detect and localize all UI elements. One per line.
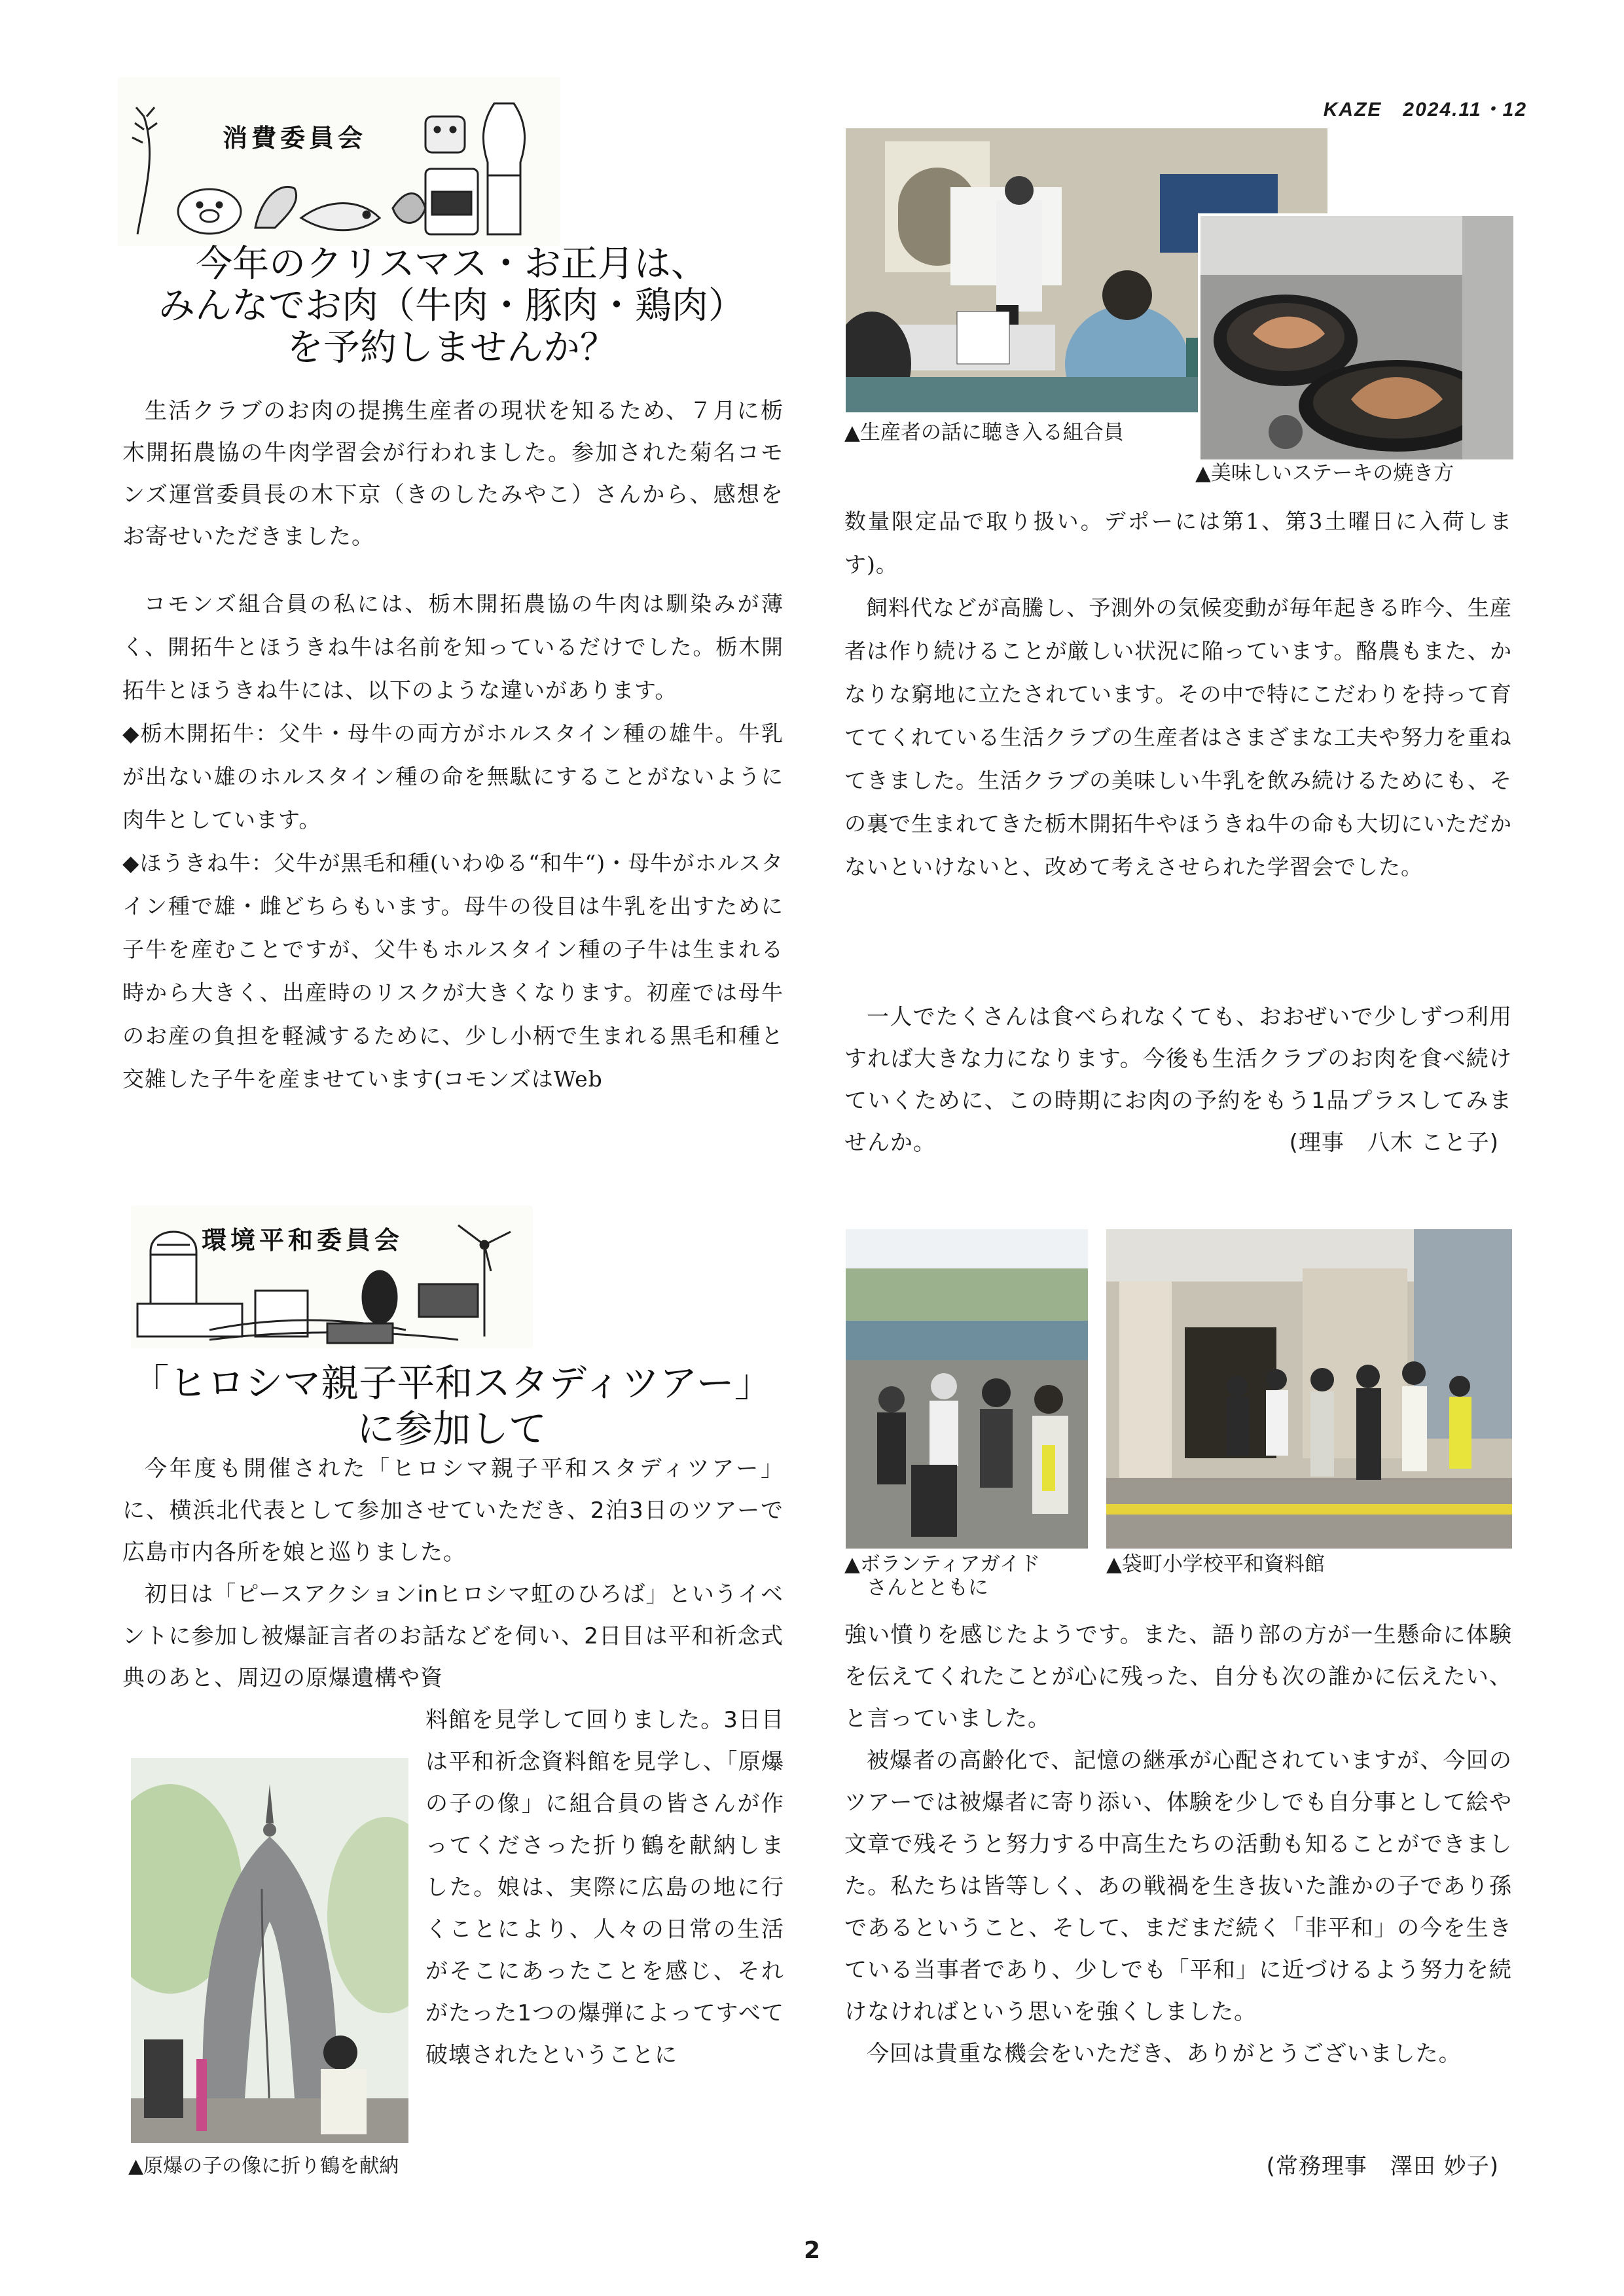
- headline-line: に参加して: [356, 1407, 547, 1451]
- caption-line: さんとともに: [867, 1576, 988, 1600]
- school-building-illustration: [1106, 1229, 1512, 1549]
- caption-line: ▲ボランティアガイド: [844, 1552, 1041, 1576]
- environment-peace-committee-banner: [131, 1206, 533, 1348]
- body-paragraph: ◆ほうきね牛：父牛が黒毛和種(いわゆる“和牛“)・母牛がホルスタイン種で雄・雌どちらもいます。母牛の役目は牛乳を出すために子牛を産むことですが、父牛もホルスタイン種の子牛は生まれる時から大きく、出産時のリスクが大きくなります。初産では母牛のお産の負担を軽減するために、少し小柄で生まれる黒毛和種と交雑した子牛を産ませています(コモンズはWeb: [122, 850, 784, 1092]
- consumer-committee-banner: [118, 77, 560, 246]
- section2-body-right: [844, 1614, 1512, 2075]
- body-paragraph: ◆栃木開拓牛：父牛・母牛の両方がホルスタイン種の雄牛。牛乳が出ない雄のホルスタイン種の命を無駄にすることがないように肉牛としています。: [122, 721, 784, 833]
- section1-body-left: [122, 583, 784, 1101]
- childrens-peace-monument-photo: [131, 1758, 408, 2143]
- body-paragraph: 数量限定品で取り扱い。デポーには第1、第3土曜日に入荷します)。: [844, 509, 1512, 577]
- banner-title: 消費委員会: [223, 124, 367, 152]
- body-paragraph: 強い憤りを感じたようです。また、語り部の方が一生懸命に体験を伝えてくれたことが心に残った、自分も次の誰かに伝えたい、と言っていました。: [844, 1622, 1512, 1732]
- section1-intro: [122, 390, 784, 558]
- headline-line: みんなでお肉（牛肉・豚肉・鶏肉）: [158, 285, 745, 327]
- steak-cooking-photo: [1198, 213, 1516, 462]
- headline-line: 今年のクリスマス・お正月は、: [196, 243, 708, 285]
- volunteer-guide-photo: [846, 1229, 1088, 1549]
- body-paragraph: 今年度も開催された「ヒロシマ親子平和スタディツアー」に、横浜北代表として参加させていただき、2泊3日のツアーで広島市内各所を娘と巡りました。: [122, 1456, 784, 1566]
- photo1-caption: ▲生産者の話に聴き入る組合員: [844, 421, 1124, 444]
- page-number: 2: [803, 2237, 821, 2264]
- photo3-caption: ▲原爆の子の像に折り鶴を献納: [128, 2155, 399, 2178]
- section2-body-left-narrow: [425, 1699, 784, 2076]
- section2-body-left: [122, 1448, 784, 1699]
- section1-body-right: [844, 500, 1512, 889]
- body-paragraph: 今回は貴重な機会をいただき、ありがとうございました。: [867, 2041, 1462, 2067]
- body-paragraph: 料館を見学して回りました。3日目は平和祈念資料館を見学し、「原爆の子の像」に組合員の皆さんが作ってくださった折り鶴を献納しました。娘は、実際に広島の地に行くことにより、人々の日常の生活がそこにあったことを感じ、それがたった1つの爆弾によってすべて破壊されたということに: [425, 1707, 784, 2068]
- body-paragraph: コモンズ組合員の私には、栃木開拓農協の牛肉は馴染みが薄く、開拓牛とほうきね牛は名前を知っているだけでした。栃木開拓牛とほうきね牛には、以下のような違いがあります。: [122, 591, 784, 703]
- section2-headline: [98, 1360, 805, 1452]
- group-illustration: [846, 1229, 1088, 1549]
- monument-illustration: [131, 1758, 408, 2143]
- section2-signature: (常務理事 澤田 妙子): [1266, 2153, 1499, 2179]
- headline-line: を予約しませんか？: [287, 327, 617, 369]
- closing-paragraph: 一人でたくさんは食べられなくても、おおぜいで少しずつ利用すれば大きな力になります。今後も生活クラブのお肉を食べ続けていくために、この時期にお肉の予約をもう1品プラスしてみませんか。: [844, 1004, 1512, 1156]
- body-paragraph: 初日は「ピースアクションinヒロシマ虹のひろば」というイベントに参加し被爆証言者のお話などを伺い、2日目は平和祈念式典のあと、周辺の原爆遺構や資: [122, 1581, 784, 1691]
- body-paragraph: 飼料代などが高騰し、予測外の気候変動が毎年起きる昨今、生産者は作り続けることが厳しい状況に陥っています。酪農もまた、かなりな窮地に立たされています。その中で特にこだわりを持って育ててくれている生活クラブの生産者はさまざまな工夫や努力を重ねてきました。生活クラブの美味しい牛乳を飲み続けるためにも、その裏で生まれてきた栃木開拓牛やほうきね牛の命も大切にいただかないといけないと、改めて考えさせられた学習会でした。: [844, 595, 1512, 880]
- frying-pan-illustration: [1200, 216, 1513, 459]
- section1-headline: [98, 243, 805, 369]
- photo5-caption: ▲袋町小学校平和資料館: [1106, 1552, 1325, 1576]
- food-illustration: [118, 77, 560, 246]
- body-paragraph: 被爆者の高齢化で、記憶の継承が心配されていますが、今回のツアーでは被爆者に寄り添い、体験を少しでも自分事として絵や文章で残そうと努力する中高生たちの活動も知ることができました。私たちは皆等しく、あの戦禍を生き抜いた誰かの子であり孫であるということ、そして、まだまだ続く「非平和」の今を生きている当事者であり、少しでも「平和」に近づけるよう努力を続けなければという思いを強くしました。: [844, 1748, 1512, 2025]
- banner-title: 環境平和委員会: [202, 1226, 404, 1255]
- fukuromachi-school-photo: [1106, 1229, 1512, 1549]
- section1-signature: (理事 八木 こと子): [1289, 1130, 1499, 1156]
- headline-line: 「ヒロシマ親子平和スタディツアー」: [131, 1361, 772, 1405]
- photo4-caption: [844, 1552, 1040, 1600]
- issue-header: KAZE 2024.11・12: [1323, 99, 1527, 120]
- intro-paragraph: 生活クラブのお肉の提携生産者の現状を知るため、７月に栃木開拓農協の牛肉学習会が行われました。参加された菊名コモンズ運営委員長の木下京（きのしたみやこ）さんから、感想をお寄せいただきました。: [122, 398, 784, 550]
- photo2-caption: ▲美味しいステーキの焼き方: [1195, 461, 1454, 485]
